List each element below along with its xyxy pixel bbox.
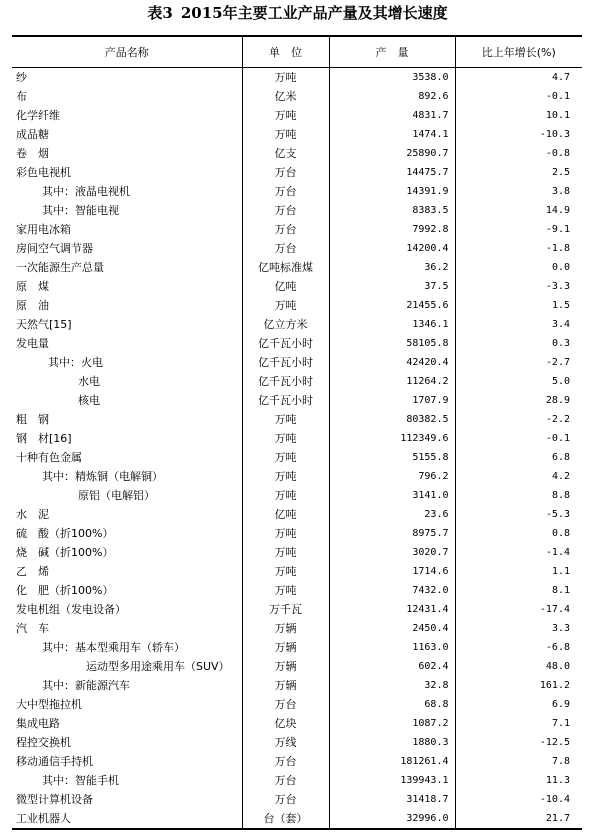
unit-cell: 万吨: [242, 68, 329, 88]
growth-cell: 28.9: [455, 391, 582, 410]
unit-cell: 亿米: [242, 87, 329, 106]
unit-cell: 万台: [242, 752, 329, 771]
output-cell: 25890.7: [329, 144, 455, 163]
output-cell: 4831.7: [329, 106, 455, 125]
unit-cell: 万台: [242, 220, 329, 239]
product-name-cell: 天然气[15]: [16, 318, 72, 331]
output-cell: 1880.3: [329, 733, 455, 752]
table-row: [12, 296, 582, 315]
growth-cell: -9.1: [455, 220, 582, 239]
output-cell: 112349.6: [329, 429, 455, 448]
product-name-cell: 其中：智能电视: [42, 204, 119, 217]
growth-cell: 4.2: [455, 467, 582, 486]
unit-cell: 万台: [242, 201, 329, 220]
product-name-cell: 粗 钢: [16, 413, 49, 426]
product-name-cell: 纱: [16, 71, 27, 84]
product-name-cell: 十种有色金属: [16, 451, 82, 464]
table-row: [12, 809, 582, 829]
growth-cell: -10.3: [455, 125, 582, 144]
table-row: [12, 524, 582, 543]
unit-cell: 万台: [242, 239, 329, 258]
table-row: [12, 676, 582, 695]
unit-cell: 万吨: [242, 581, 329, 600]
table-row: [12, 657, 582, 676]
output-cell: 1474.1: [329, 125, 455, 144]
growth-cell: 1.1: [455, 562, 582, 581]
product-name-cell: 工业机器人: [12, 809, 242, 829]
output-cell: 1714.6: [329, 562, 455, 581]
table-row: [12, 790, 582, 809]
table-row: [12, 182, 582, 201]
output-cell: 14475.7: [329, 163, 455, 182]
output-cell: 14200.4: [329, 239, 455, 258]
growth-cell: 11.3: [455, 771, 582, 790]
product-name-cell: 发电机组（发电设备）: [16, 603, 126, 616]
unit-cell: 万辆: [242, 676, 329, 695]
unit-cell: 万辆: [242, 619, 329, 638]
product-name-cell: 钢 材[16]: [16, 432, 72, 445]
unit-cell: 万辆: [242, 657, 329, 676]
table-row: [12, 106, 582, 125]
product-name-cell: 水电: [78, 375, 100, 388]
production-table: [12, 35, 582, 830]
growth-cell: 161.2: [455, 676, 582, 695]
growth-cell: 0.8: [455, 524, 582, 543]
unit-cell: 万吨: [242, 125, 329, 144]
product-name-cell: 一次能源生产总量: [16, 261, 104, 274]
output-cell: 139943.1: [329, 771, 455, 790]
output-cell: 181261.4: [329, 752, 455, 771]
table-row: [12, 600, 582, 619]
unit-cell: 万吨: [242, 448, 329, 467]
growth-cell: -5.3: [455, 505, 582, 524]
table-row: [12, 258, 582, 277]
table-row: [12, 201, 582, 220]
table-row: [12, 334, 582, 353]
product-name-cell: 原 煤: [16, 280, 49, 293]
table-row: [12, 467, 582, 486]
unit-cell: 亿吨: [242, 277, 329, 296]
output-cell: 796.2: [329, 467, 455, 486]
table-row: [12, 125, 582, 144]
growth-cell: 48.0: [455, 657, 582, 676]
growth-cell: -12.5: [455, 733, 582, 752]
table-body: [12, 68, 582, 830]
output-cell: 23.6: [329, 505, 455, 524]
table-row: [12, 220, 582, 239]
product-name-cell: 运动型多用途乘用车（SUV）: [86, 660, 230, 673]
unit-cell: 亿千瓦小时: [242, 353, 329, 372]
unit-cell: 万吨: [242, 543, 329, 562]
growth-cell: 0.3: [455, 334, 582, 353]
unit-cell: 万吨: [242, 467, 329, 486]
unit-cell: 万台: [242, 771, 329, 790]
growth-cell: 14.9: [455, 201, 582, 220]
output-cell: 8383.5: [329, 201, 455, 220]
output-cell: 8975.7: [329, 524, 455, 543]
table-row: [12, 448, 582, 467]
output-cell: 68.8: [329, 695, 455, 714]
output-cell: 3020.7: [329, 543, 455, 562]
product-name-cell: 水 泥: [16, 508, 49, 521]
growth-cell: -1.8: [455, 239, 582, 258]
unit-cell: 万吨: [242, 296, 329, 315]
header-growth: 比上年增长(%): [455, 36, 582, 68]
output-cell: 36.2: [329, 258, 455, 277]
header-output: 产 量: [329, 36, 455, 68]
product-name-cell: 集成电路: [16, 717, 60, 730]
growth-cell: 5.0: [455, 372, 582, 391]
unit-cell: 亿吨标准煤: [242, 258, 329, 277]
output-cell: 58105.8: [329, 334, 455, 353]
product-name-cell: 程控交换机: [16, 736, 71, 749]
table-row: [12, 695, 582, 714]
table-header: [12, 36, 582, 68]
unit-cell: 万千瓦: [242, 600, 329, 619]
product-name-cell: 大中型拖拉机: [16, 698, 82, 711]
table-row: [12, 144, 582, 163]
unit-cell: 亿块: [242, 714, 329, 733]
growth-cell: -0.8: [455, 144, 582, 163]
header-unit: 单 位: [242, 36, 329, 68]
table-row: [12, 619, 582, 638]
output-cell: 31418.7: [329, 790, 455, 809]
table-row: [12, 714, 582, 733]
product-name-cell: 汽 车: [16, 622, 49, 635]
table-row: [12, 315, 582, 334]
product-name-cell: 移动通信手持机: [16, 755, 93, 768]
table-row: [12, 410, 582, 429]
growth-cell: -2.7: [455, 353, 582, 372]
output-cell: 1163.0: [329, 638, 455, 657]
product-name-cell: 其中：精炼铜（电解铜）: [42, 470, 163, 483]
product-name-cell: 发电量: [16, 337, 49, 350]
output-cell: 3141.0: [329, 486, 455, 505]
product-name-cell: 其中：新能源汽车: [42, 679, 130, 692]
product-name-cell: 彩色电视机: [16, 166, 71, 179]
output-cell: 21455.6: [329, 296, 455, 315]
growth-cell: -1.4: [455, 543, 582, 562]
unit-cell: 万台: [242, 163, 329, 182]
header-row: [12, 36, 582, 68]
output-cell: 602.4: [329, 657, 455, 676]
unit-cell: 台（套）: [242, 809, 329, 829]
output-cell: 42420.4: [329, 353, 455, 372]
growth-cell: -0.1: [455, 87, 582, 106]
table-row: [12, 68, 582, 88]
table-row: [12, 353, 582, 372]
unit-cell: 亿千瓦小时: [242, 391, 329, 410]
output-cell: 32996.0: [329, 809, 455, 829]
output-cell: 2450.4: [329, 619, 455, 638]
product-name-cell: 原铝（电解铝）: [78, 489, 155, 502]
table-row: [12, 752, 582, 771]
output-cell: 1346.1: [329, 315, 455, 334]
growth-cell: 3.4: [455, 315, 582, 334]
growth-cell: -17.4: [455, 600, 582, 619]
output-cell: 7992.8: [329, 220, 455, 239]
product-name-cell: 卷 烟: [16, 147, 49, 160]
table-row: [12, 391, 582, 410]
output-cell: 80382.5: [329, 410, 455, 429]
unit-cell: 万辆: [242, 638, 329, 657]
product-name-cell: 房间空气调节器: [16, 242, 93, 255]
output-cell: 1707.9: [329, 391, 455, 410]
growth-cell: 1.5: [455, 296, 582, 315]
unit-cell: 万线: [242, 733, 329, 752]
product-name-cell: 化学纤维: [16, 109, 60, 122]
unit-cell: 万吨: [242, 106, 329, 125]
output-cell: 12431.4: [329, 600, 455, 619]
table-row: [12, 581, 582, 600]
table-row: [12, 771, 582, 790]
table-row: [12, 87, 582, 106]
unit-cell: 亿吨: [242, 505, 329, 524]
growth-cell: 6.8: [455, 448, 582, 467]
growth-cell: 6.9: [455, 695, 582, 714]
product-name-cell: 布: [16, 90, 27, 103]
table-row: [12, 543, 582, 562]
product-name-cell: 其中：智能手机: [42, 774, 119, 787]
unit-cell: 万吨: [242, 429, 329, 448]
table-row: [12, 372, 582, 391]
product-name-cell: 其中：液晶电视机: [42, 185, 130, 198]
table-title: [0, 4, 595, 22]
unit-cell: 万吨: [242, 410, 329, 429]
growth-cell: 3.8: [455, 182, 582, 201]
table-row: [12, 163, 582, 182]
unit-cell: 亿千瓦小时: [242, 334, 329, 353]
output-cell: 1087.2: [329, 714, 455, 733]
table-row: [12, 562, 582, 581]
unit-cell: 万台: [242, 790, 329, 809]
growth-cell: 7.1: [455, 714, 582, 733]
output-cell: 32.8: [329, 676, 455, 695]
output-cell: 37.5: [329, 277, 455, 296]
header-product-name: 产品名称: [12, 36, 242, 68]
table-row: [12, 486, 582, 505]
growth-cell: 4.7: [455, 68, 582, 88]
unit-cell: 万吨: [242, 562, 329, 581]
product-name-cell: 硫 酸（折100%）: [16, 527, 114, 540]
output-cell: 7432.0: [329, 581, 455, 600]
growth-cell: -0.1: [455, 429, 582, 448]
table-row: [12, 239, 582, 258]
product-name-cell: 其中：基本型乘用车（轿车）: [42, 641, 185, 654]
growth-cell: -10.4: [455, 790, 582, 809]
table-row: [12, 277, 582, 296]
table-row: [12, 505, 582, 524]
unit-cell: 亿支: [242, 144, 329, 163]
product-name-cell: 成品糖: [16, 128, 49, 141]
growth-cell: 0.0: [455, 258, 582, 277]
unit-cell: 万吨: [242, 524, 329, 543]
output-cell: 5155.8: [329, 448, 455, 467]
table-title-text: 2015年主要工业产品产量及其增长速度: [180, 4, 448, 22]
growth-cell: 3.3: [455, 619, 582, 638]
growth-cell: -3.3: [455, 277, 582, 296]
table-number: 表3: [147, 4, 173, 22]
product-name-cell: 微型计算机设备: [16, 793, 93, 806]
growth-cell: -6.8: [455, 638, 582, 657]
growth-cell: 21.7: [455, 809, 582, 829]
unit-cell: 亿立方米: [242, 315, 329, 334]
product-name-cell: 原 油: [16, 299, 49, 312]
output-cell: 892.6: [329, 87, 455, 106]
product-name-cell: 其中：火电: [48, 356, 103, 369]
output-cell: 3538.0: [329, 68, 455, 88]
table-row: [12, 638, 582, 657]
product-name-cell: 乙 烯: [16, 565, 49, 578]
growth-cell: 8.1: [455, 581, 582, 600]
growth-cell: -2.2: [455, 410, 582, 429]
growth-cell: 7.8: [455, 752, 582, 771]
product-name-cell: 烧 碱（折100%）: [16, 546, 114, 559]
table-row: [12, 429, 582, 448]
output-cell: 11264.2: [329, 372, 455, 391]
output-cell: 14391.9: [329, 182, 455, 201]
product-name-cell: 家用电冰箱: [16, 223, 71, 236]
growth-cell: 10.1: [455, 106, 582, 125]
unit-cell: 万台: [242, 695, 329, 714]
growth-cell: 8.8: [455, 486, 582, 505]
unit-cell: 亿千瓦小时: [242, 372, 329, 391]
unit-cell: 万台: [242, 182, 329, 201]
unit-cell: 万吨: [242, 486, 329, 505]
growth-cell: 2.5: [455, 163, 582, 182]
product-name-cell: 核电: [78, 394, 100, 407]
product-name-cell: 化 肥（折100%）: [16, 584, 114, 597]
table-row: [12, 733, 582, 752]
